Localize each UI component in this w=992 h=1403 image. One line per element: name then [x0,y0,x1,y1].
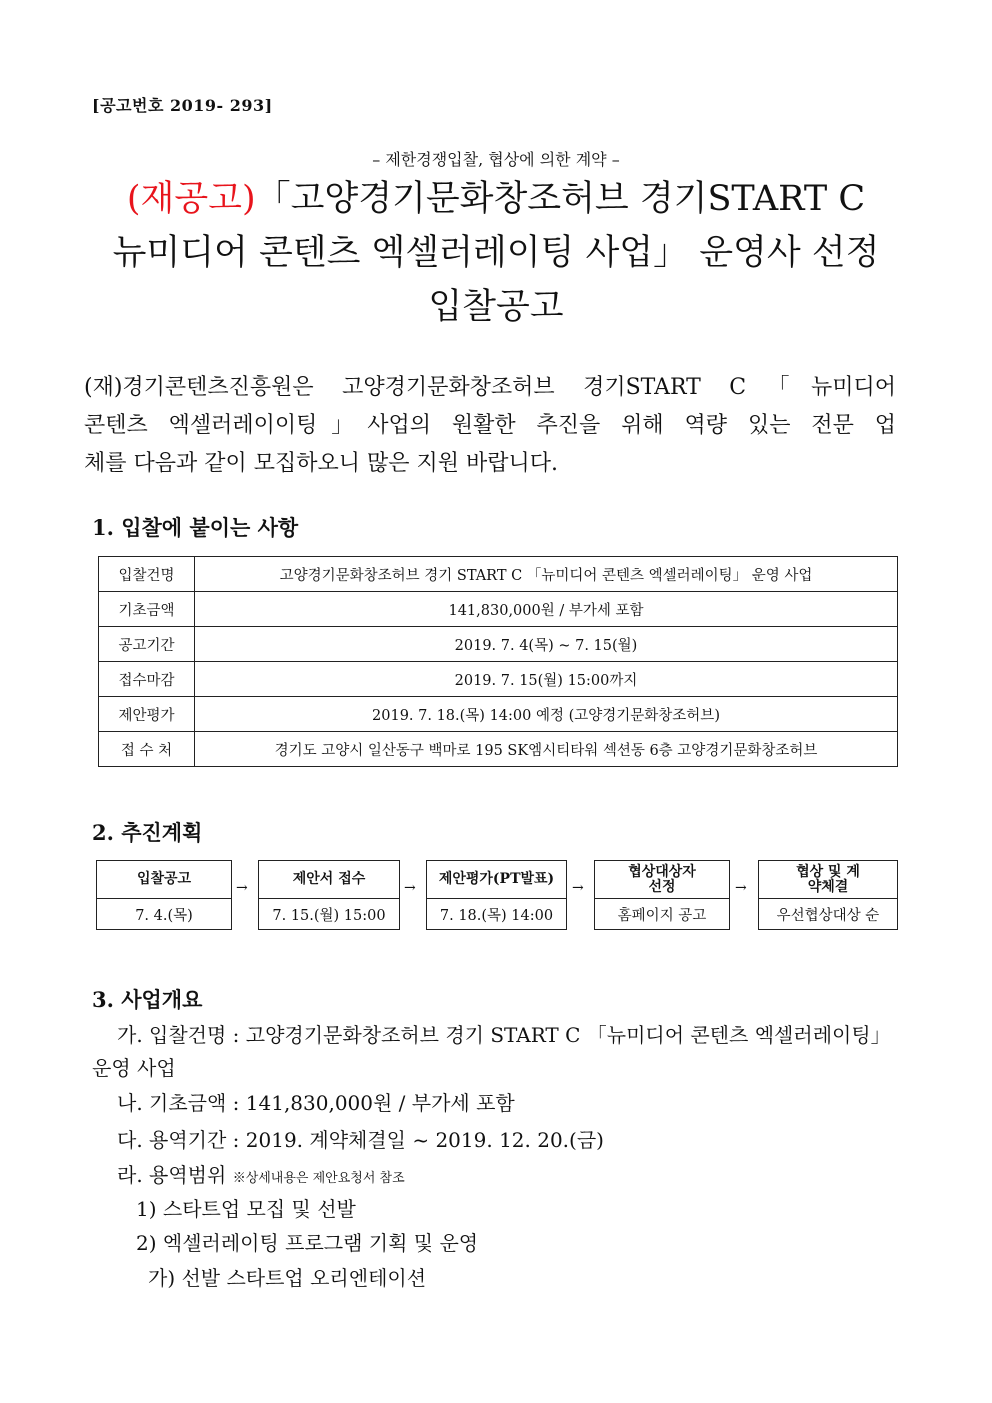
section-2-heading: 2. 추진계획 [92,820,203,845]
row-label: 입찰건명 [99,557,195,592]
row-value: 2019. 7. 18.(목) 14:00 예정 (고양경기문화창조허브) [195,697,898,732]
step-title: 협상 및 계약체결 [759,861,897,899]
title-line-1-text: 「고양경기문화창조허브 경기START C [255,179,866,219]
flow-step-contract [758,860,898,930]
row-label: 접수마감 [99,662,195,697]
row-label: 공고기간 [99,627,195,662]
scope-label: 라. 용역범위 [117,1163,227,1187]
step-date: 홈페이지 공고 [617,907,707,924]
item-service-scope [117,1160,405,1194]
intro-line-2: 콘텐츠 엑셀러레이이팅」사업의 원활한 추진을 위해 역량 있는 전문 업 [84,413,896,438]
table-row [99,732,898,767]
bid-info-table [98,556,898,767]
step-title: 입찰공고 [97,861,231,899]
row-label: 제안평가 [99,697,195,732]
reannouncement-label: (재공고) [126,179,256,219]
step-date: 7. 18.(목) 14:00 [439,907,554,924]
notice-number: [공고번호 2019- 293] [92,96,273,115]
item-bid-name-cont: 운영 사업 [92,1056,176,1080]
intro-line-1: (재)경기콘텐츠진흥원은 고양경기문화창조허브 경기START C「뉴미디어 [84,375,896,400]
title-line-1 [0,174,992,224]
title-line-2: 뉴미디어 콘텐츠 엑셀러레이팅 사업」 운영사 선정 [112,233,880,273]
flow-step-proposal-evaluation [426,860,567,930]
step-date: 7. 15.(월) 15:00 [272,907,386,924]
right-arrow-icon: → [404,880,416,896]
row-value: 141,830,000원 / 부가세 포함 [195,592,898,627]
contract-type-subtitle: – 제한경쟁입찰, 협상에 의한 계약 – [372,150,620,169]
step-title: 협상대상자 선정 [595,861,729,899]
row-value: 2019. 7. 4(목) ~ 7. 15(월) [195,627,898,662]
table-row [99,662,898,697]
row-value: 경기도 고양시 일산동구 백마로 195 SK엠시티타워 섹션동 6층 고양경기문화창조허브 [195,732,898,767]
scope-note: ※상세내용은 제안요청서 참조 [232,1171,405,1186]
right-arrow-icon: → [735,880,747,896]
step-date: 우선협상대상 순 [776,907,880,924]
section-1-heading: 1. 입찰에 붙이는 사항 [92,515,299,540]
item-base-amount: 나. 기초금액 : 141,830,000원 / 부가세 포함 [117,1091,515,1115]
title-line-3: 입찰공고 [428,287,564,327]
step-title: 제안서 접수 [259,861,399,899]
row-value: 2019. 7. 15(월) 15:00까지 [195,662,898,697]
intro-line-3: 체를 다음과 같이 모집하오니 많은 지원 바랍니다. [84,451,558,476]
right-arrow-icon: → [236,880,248,896]
row-label: 접 수 처 [99,732,195,767]
row-value: 고양경기문화창조허브 경기 START C 「뉴미디어 콘텐츠 엑셀러레이팅」 운영 사업 [195,557,898,592]
section-3-heading: 3. 사업개요 [92,987,203,1012]
step-date: 7. 4.(목) [135,907,193,924]
flow-step-proposal-submission [258,860,400,930]
row-label: 기초금액 [99,592,195,627]
flow-step-bid-notice [96,860,232,930]
scope-sub-2-a: 가) 선발 스타트업 오리엔테이션 [148,1266,427,1290]
step-title: 제안평가(PT발표) [427,861,566,899]
scope-sub-1: 1) 스타트업 모집 및 선발 [136,1197,356,1221]
item-service-period: 다. 용역기간 : 2019. 계약체결일 ~ 2019. 12. 20.(금) [117,1128,604,1152]
table-row [99,557,898,592]
table-row [99,627,898,662]
table-row [99,592,898,627]
right-arrow-icon: → [572,880,584,896]
table-row [99,697,898,732]
scope-sub-2: 2) 엑셀러레이팅 프로그램 기획 및 운영 [136,1231,479,1255]
item-bid-name: 가. 입찰건명 : 고양경기문화창조허브 경기 START C 「뉴미디어 콘텐츠 엑셀러레이팅」 [117,1023,891,1047]
flow-step-negotiation-selection [594,860,730,930]
